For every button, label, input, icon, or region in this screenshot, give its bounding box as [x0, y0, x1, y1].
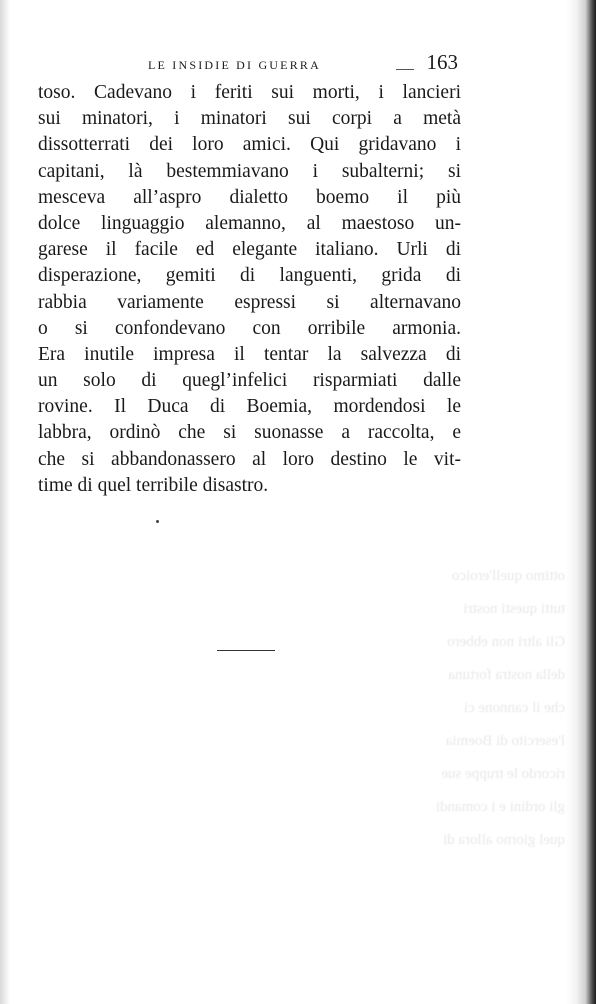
text-line: labbra, ordinò che si suonasse a raccolta, e — [38, 422, 461, 444]
text-line: disperazione, gemiti di languenti, grida di — [38, 265, 461, 287]
text-line: dissotterrati dei loro amici. Qui gridavano i — [38, 134, 461, 156]
text-line: toso. Cadevano i feriti sui morti, i lancieri — [38, 82, 461, 103]
bleed-through-text: ottimo quell'eroico tutti questi nostri Gli altri non ebbero della nostra fortuna che il cannone ci l'esercito di Boemia ricordo le truppe sue gli ordini e i comandi quel giorno allora di — [435, 568, 565, 848]
ink-speck — [156, 520, 159, 523]
text-line: o si confondevano con orribile armonia. — [38, 317, 461, 339]
text-line: un solo di quegl’infelici risparmiati dalle — [38, 370, 461, 392]
text-line: mesceva all’aspro dialetto boemo il più — [38, 186, 461, 208]
running-title: LE INSIDIE DI GUERRA — [148, 58, 321, 72]
text-line: che si abbandonassero al loro destino le vit- — [38, 448, 461, 470]
page-edge-shadow — [566, 0, 596, 1004]
body-text — [38, 80, 461, 499]
page-gutter-shadow — [0, 0, 10, 1004]
section-end-rule — [217, 650, 275, 651]
text-line: rovine. Il Duca di Boemia, mordendosi le — [38, 396, 461, 418]
page-number: 163 — [426, 50, 458, 74]
running-header — [148, 50, 458, 80]
header-rule — [396, 69, 414, 70]
text-line: dolce linguaggio alemanno, al maestoso un- — [38, 212, 461, 234]
text-line: time di quel terribile disastro. — [38, 474, 269, 496]
text-line: garese il facile ed elegante italiano. Urli di — [38, 239, 461, 261]
text-line: Era inutile impresa il tentar la salvezza di — [38, 343, 461, 365]
text-line: sui minatori, i minatori sui corpi a metà — [38, 108, 461, 130]
text-line: capitani, là bestemmiavano i subalterni; si — [38, 160, 461, 182]
text-line: rabbia variamente espressi si alternavano — [38, 291, 461, 313]
